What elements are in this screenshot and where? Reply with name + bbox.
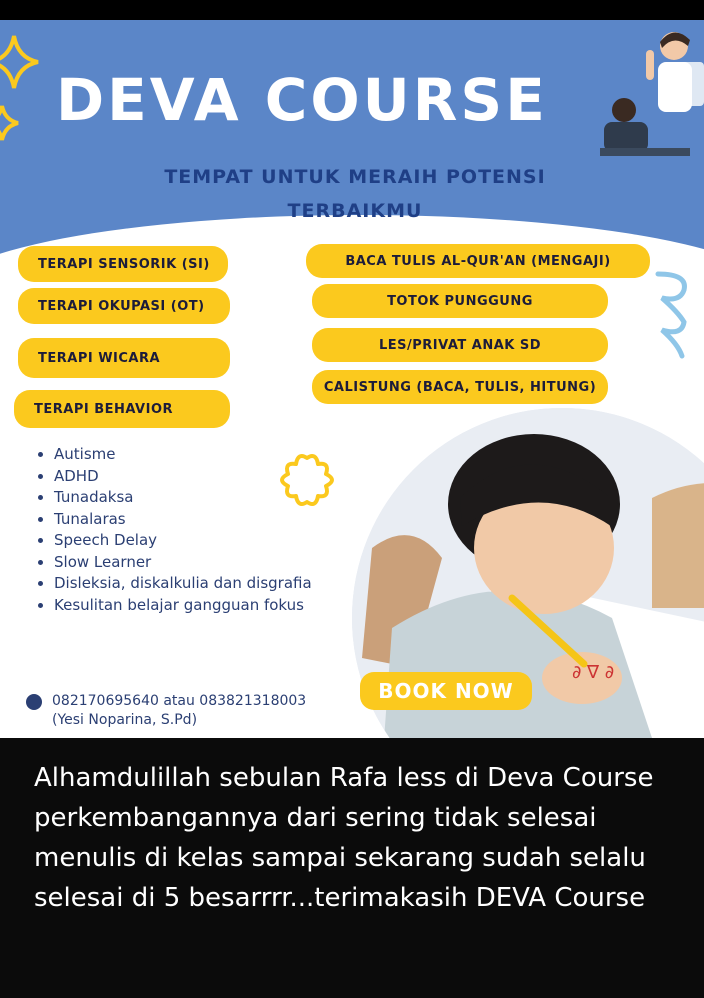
service-label: TERAPI WICARA <box>38 350 161 366</box>
svg-text:∂ ∇ ∂: ∂ ∇ ∂ <box>572 662 615 683</box>
list-item: • Speech Delay <box>54 530 312 552</box>
contact-info <box>52 692 306 730</box>
sparkle-icon <box>0 28 44 148</box>
course-poster <box>0 20 704 738</box>
flower-deco-icon <box>272 450 342 510</box>
post-caption: Alhamdulillah sebulan Rafa less di Deva Course perkembangannya dari sering tidak selesai menulis di kelas sampai sekarang sudah selalu selesai di 5 besarrrr...terimakasih DEVA Course <box>34 763 654 913</box>
tagline-line-2: TERBAIKMU <box>287 200 423 222</box>
service-pill-wicara <box>18 338 230 378</box>
book-now-button[interactable]: BOOK NOW <box>360 672 532 710</box>
phone-icon <box>26 694 42 710</box>
service-pill-mengaji <box>306 244 650 278</box>
poster-title: DEVA COURSE <box>56 66 548 134</box>
list-item: • Autisme <box>54 444 312 466</box>
contact-name: (Yesi Noparina, S.Pd) <box>52 712 198 728</box>
tagline-line-1: TEMPAT UNTUK MERAIH POTENSI <box>164 166 546 188</box>
service-label: TOTOK PUNGGUNG <box>387 293 533 309</box>
service-pill-behavior <box>14 390 230 428</box>
list-item: • Kesulitan belajar gangguan fokus <box>54 595 312 617</box>
service-label: TERAPI BEHAVIOR <box>34 401 174 417</box>
service-pill-calistung <box>312 370 608 404</box>
conditions-list <box>36 444 312 616</box>
list-item: • Disleksia, diskalkulia dan disgrafia <box>54 573 312 595</box>
list-item: • Slow Learner <box>54 552 312 574</box>
list-item: • Tunadaksa <box>54 487 312 509</box>
list-item: • Tunalaras <box>54 509 312 531</box>
service-pill-okupasi <box>18 288 230 324</box>
poster-tagline <box>120 160 590 228</box>
top-status-bar <box>0 0 704 20</box>
service-label: CALISTUNG (BACA, TULIS, HITUNG) <box>323 379 597 395</box>
service-pill-les-privat <box>312 328 608 362</box>
service-label: BACA TULIS AL-QUR'AN (MENGAJI) <box>345 253 611 269</box>
service-pill-totok-punggung <box>312 284 608 318</box>
phone-number: 082170695640 atau 083821318003 <box>52 693 307 709</box>
list-item: • ADHD <box>54 466 312 488</box>
teacher-illustration-icon <box>596 22 704 162</box>
service-label: TERAPI OKUPASI (OT) <box>38 298 205 314</box>
spiral-deco-icon <box>648 264 698 364</box>
service-label: LES/PRIVAT ANAK SD <box>378 337 542 353</box>
service-pill-sensorik <box>18 246 228 282</box>
service-label: TERAPI SENSORIK (SI) <box>38 256 210 272</box>
